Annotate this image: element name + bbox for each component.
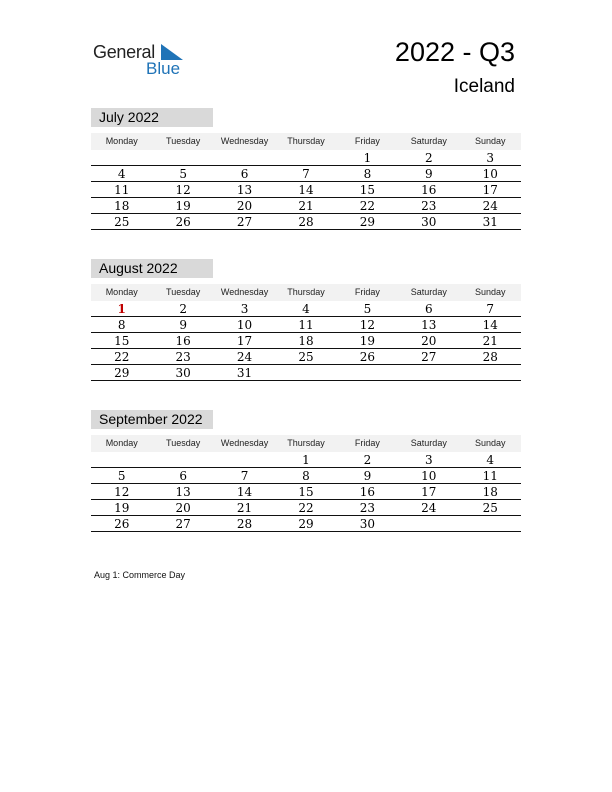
- day-cell: 9: [179, 318, 187, 332]
- day-cell: 27: [236, 215, 253, 229]
- weekday-label: Wednesday: [220, 287, 269, 297]
- day-cell: 29: [298, 517, 314, 531]
- day-cell: 25: [482, 501, 498, 515]
- day-cell: 18: [482, 485, 498, 499]
- day-cell: 5: [179, 167, 187, 181]
- day-cell: 27: [421, 350, 437, 364]
- weekday-label: Friday: [354, 438, 380, 448]
- day-cell: 15: [114, 334, 130, 348]
- month-title: September 2022: [91, 410, 213, 429]
- day-cell: 29: [114, 366, 130, 380]
- weekday-label: Sunday: [474, 438, 506, 448]
- day-cell: 20: [421, 334, 437, 348]
- day-cell: [460, 365, 521, 380]
- day-cell: 7: [302, 167, 310, 181]
- weekday-label: Saturday: [410, 438, 447, 448]
- week-row: [91, 484, 521, 500]
- day-cell: 4: [486, 453, 495, 467]
- month-calendar: [91, 410, 521, 532]
- weekday-label: Thursday: [287, 287, 325, 297]
- holiday-note: Aug 1: Commerce Day: [94, 570, 186, 580]
- week-row: [91, 317, 521, 333]
- day-cell: 5: [363, 302, 372, 316]
- week-row: [91, 452, 521, 468]
- day-cell: 6: [240, 167, 249, 181]
- day-cell: 29: [359, 215, 376, 229]
- weekday-label: Monday: [105, 438, 138, 448]
- day-cell: 13: [421, 318, 437, 332]
- day-cell: 14: [482, 318, 498, 332]
- day-cell: 12: [359, 318, 376, 332]
- day-cell: 3: [240, 302, 249, 316]
- day-cell: 22: [298, 501, 314, 515]
- week-row: [91, 468, 521, 484]
- day-cell: 18: [298, 334, 314, 348]
- week-row: [91, 349, 521, 365]
- day-cell: [152, 150, 213, 165]
- day-cell: [91, 150, 152, 165]
- weekday-label: Friday: [354, 287, 380, 297]
- day-cell: 19: [114, 501, 130, 515]
- week-row: [91, 182, 521, 198]
- day-cell: [152, 452, 213, 467]
- logo-text-blue: Blue: [146, 59, 181, 78]
- day-cell: 16: [421, 183, 437, 197]
- week-row: [91, 500, 521, 516]
- day-cell: 21: [236, 501, 253, 515]
- day-cell: 8: [363, 167, 372, 181]
- day-cell: [398, 365, 459, 380]
- weekday-label: Sunday: [474, 287, 506, 297]
- day-cell: 2: [363, 453, 372, 467]
- weekday-label: Sunday: [474, 136, 506, 146]
- day-cell: 24: [482, 199, 498, 213]
- day-cell: 5: [117, 469, 126, 483]
- week-row: [91, 214, 521, 230]
- day-cell: 31: [482, 215, 498, 229]
- day-cell: 28: [482, 350, 498, 364]
- week-row: [91, 365, 521, 381]
- day-cell: 26: [359, 350, 376, 364]
- weekday-label: Monday: [105, 136, 138, 146]
- day-cell: 7: [240, 469, 249, 483]
- day-cell: 25: [114, 215, 130, 229]
- day-cell: 10: [236, 318, 253, 332]
- weekday-label: Thursday: [287, 438, 325, 448]
- week-row: [91, 166, 521, 182]
- day-cell: 17: [236, 334, 253, 348]
- day-cell: 23: [359, 501, 376, 515]
- day-cell: 27: [175, 517, 191, 531]
- logo-text-general: General: [93, 42, 155, 62]
- day-cell: 19: [359, 334, 376, 348]
- day-cell: 20: [236, 199, 253, 213]
- week-row: [91, 198, 521, 214]
- day-cell: 16: [175, 334, 191, 348]
- week-row: [91, 150, 521, 166]
- week-row: [91, 301, 521, 317]
- day-cell: 13: [236, 183, 253, 197]
- day-cell: 30: [421, 215, 437, 229]
- month-calendar: [91, 259, 521, 381]
- day-cell: [214, 452, 275, 467]
- day-cell: 10: [421, 469, 437, 483]
- month-title: July 2022: [91, 108, 213, 127]
- weekday-label: Friday: [354, 136, 380, 146]
- day-cell: 28: [236, 517, 253, 531]
- day-cell: 12: [114, 485, 130, 499]
- day-cell: 9: [363, 469, 372, 483]
- day-cell: 15: [359, 183, 376, 197]
- day-cell: 6: [425, 302, 433, 316]
- day-cell: 14: [236, 485, 253, 499]
- weekday-label: Saturday: [410, 287, 447, 297]
- day-cell: [275, 365, 336, 380]
- day-cell: 19: [175, 199, 191, 213]
- day-cell: 4: [302, 302, 310, 316]
- holiday-day-cell: 1: [117, 302, 126, 316]
- day-cell: 8: [302, 469, 310, 483]
- day-cell: 1: [363, 151, 372, 165]
- weekday-label: Tuesday: [166, 287, 201, 297]
- day-cell: 24: [421, 501, 437, 515]
- day-cell: 23: [175, 350, 191, 364]
- day-cell: 30: [359, 517, 376, 531]
- day-cell: 4: [117, 167, 126, 181]
- day-cell: 26: [114, 517, 130, 531]
- day-cell: 3: [486, 151, 495, 165]
- day-cell: [398, 516, 459, 531]
- day-cell: [91, 452, 152, 467]
- day-cell: 18: [114, 199, 130, 213]
- weekday-label: Tuesday: [166, 136, 201, 146]
- day-cell: [460, 516, 521, 531]
- day-cell: 14: [298, 183, 314, 197]
- weekday-label: Wednesday: [220, 136, 269, 146]
- day-cell: [214, 150, 275, 165]
- day-cell: 12: [175, 183, 191, 197]
- weekday-label: Tuesday: [166, 438, 201, 448]
- country-name: Iceland: [453, 76, 515, 97]
- day-cell: 13: [175, 485, 191, 499]
- day-cell: 8: [117, 318, 126, 332]
- day-cell: 11: [482, 469, 498, 483]
- generalblue-logo: [93, 40, 193, 80]
- day-cell: 23: [421, 199, 437, 213]
- day-cell: 21: [482, 334, 498, 348]
- day-cell: 6: [179, 469, 187, 483]
- day-cell: 30: [175, 366, 191, 380]
- day-cell: 22: [114, 350, 130, 364]
- day-cell: 10: [482, 167, 498, 181]
- day-cell: 3: [425, 453, 433, 467]
- day-cell: 25: [298, 350, 314, 364]
- day-cell: 7: [486, 302, 495, 316]
- weekday-label: Thursday: [287, 136, 325, 146]
- month-title: August 2022: [91, 259, 213, 278]
- weekday-label: Wednesday: [220, 438, 269, 448]
- day-cell: 28: [298, 215, 314, 229]
- weekday-header-row: [91, 284, 521, 301]
- weekday-label: Monday: [105, 287, 138, 297]
- day-cell: 11: [298, 318, 314, 332]
- day-cell: 17: [421, 485, 437, 499]
- day-cell: 2: [425, 151, 433, 165]
- day-cell: [275, 150, 336, 165]
- day-cell: 22: [359, 199, 376, 213]
- month-calendar: [91, 108, 521, 230]
- day-cell: 15: [298, 485, 314, 499]
- logo-triangle-icon: [161, 44, 183, 60]
- page-title: 2022 - Q3: [394, 37, 515, 67]
- day-cell: 26: [175, 215, 191, 229]
- day-cell: 17: [482, 183, 498, 197]
- weekday-label: Saturday: [410, 136, 447, 146]
- day-cell: 20: [175, 501, 191, 515]
- day-cell: [337, 365, 398, 380]
- week-row: [91, 516, 521, 532]
- day-cell: 21: [298, 199, 314, 213]
- day-cell: 9: [425, 167, 433, 181]
- day-cell: 2: [179, 302, 187, 316]
- day-cell: 16: [359, 485, 376, 499]
- day-cell: 1: [302, 453, 310, 467]
- weekday-header-row: [91, 435, 521, 452]
- day-cell: 31: [236, 366, 253, 380]
- day-cell: 24: [236, 350, 253, 364]
- weekday-header-row: [91, 133, 521, 150]
- week-row: [91, 333, 521, 349]
- day-cell: 11: [114, 183, 130, 197]
